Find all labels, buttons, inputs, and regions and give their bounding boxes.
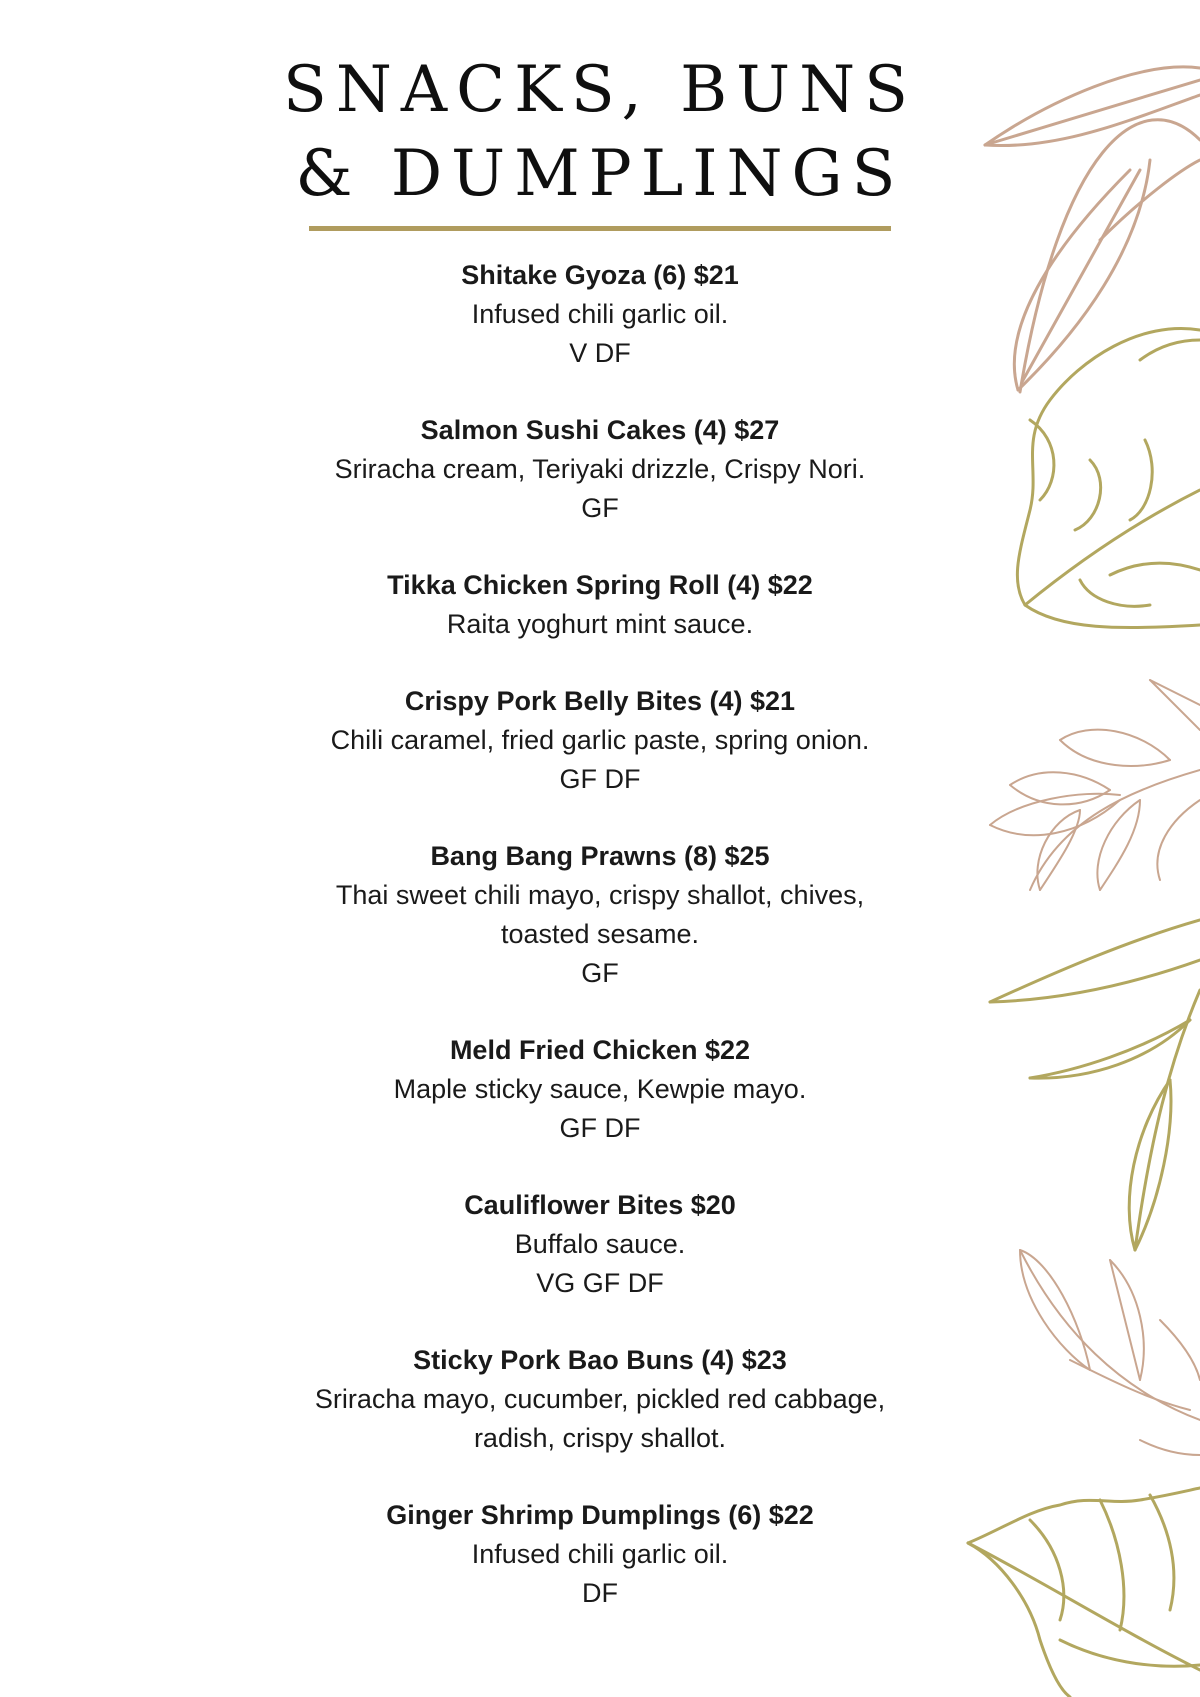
item-dietary-tags: GF — [581, 493, 619, 523]
menu-item — [250, 837, 950, 993]
menu-item — [250, 566, 950, 644]
item-dietary-tags: GF — [581, 958, 619, 988]
item-description: Chili caramel, fried garlic paste, spring onion. — [330, 725, 870, 755]
item-description: Infused chili garlic oil. — [471, 1539, 729, 1569]
item-name: Shitake Gyoza (6) $21 — [461, 260, 739, 290]
item-name: Bang Bang Prawns (8) $25 — [430, 841, 770, 871]
item-description: Buffalo sauce. — [514, 1229, 686, 1259]
item-dietary-tags: DF — [582, 1578, 618, 1608]
item-name: Sticky Pork Bao Buns (4) $23 — [413, 1345, 787, 1375]
item-description-continued: toasted sesame. — [500, 919, 700, 949]
menu-item — [250, 1031, 950, 1148]
item-description: Maple sticky sauce, Kewpie mayo. — [393, 1074, 807, 1104]
menu-title-line-1: SNACKS, BUNS — [283, 53, 917, 127]
menu-item — [250, 1341, 950, 1458]
title-divider — [309, 226, 891, 231]
item-name: Crispy Pork Belly Bites (4) $21 — [404, 686, 796, 716]
item-description-continued: radish, crispy shallot. — [473, 1423, 727, 1453]
item-description: Raita yoghurt mint sauce. — [446, 609, 754, 639]
item-name: Salmon Sushi Cakes (4) $27 — [420, 415, 780, 445]
item-name: Ginger Shrimp Dumplings (6) $22 — [386, 1500, 814, 1530]
item-name: Cauliflower Bites $20 — [464, 1190, 736, 1220]
menu-item — [250, 1496, 950, 1613]
menu-item — [250, 256, 950, 373]
item-name: Meld Fried Chicken $22 — [449, 1035, 751, 1065]
menu-list — [250, 256, 950, 1651]
item-description: Thai sweet chili mayo, crispy shallot, chives, — [335, 880, 865, 910]
menu-item — [250, 682, 950, 799]
menu-title-line-2: & DUMPLINGS — [295, 137, 905, 211]
menu-item — [250, 411, 950, 528]
item-dietary-tags: V DF — [569, 338, 631, 368]
item-name: Tikka Chicken Spring Roll (4) $22 — [387, 570, 813, 600]
menu-item — [250, 1186, 950, 1303]
item-dietary-tags: VG GF DF — [536, 1268, 664, 1298]
item-dietary-tags: GF DF — [559, 764, 641, 794]
item-description: Infused chili garlic oil. — [471, 299, 729, 329]
item-dietary-tags: GF DF — [559, 1113, 641, 1143]
item-description: Sriracha cream, Teriyaki drizzle, Crispy Nori. — [334, 454, 866, 484]
item-description: Sriracha mayo, cucumber, pickled red cabbage, — [314, 1384, 886, 1414]
